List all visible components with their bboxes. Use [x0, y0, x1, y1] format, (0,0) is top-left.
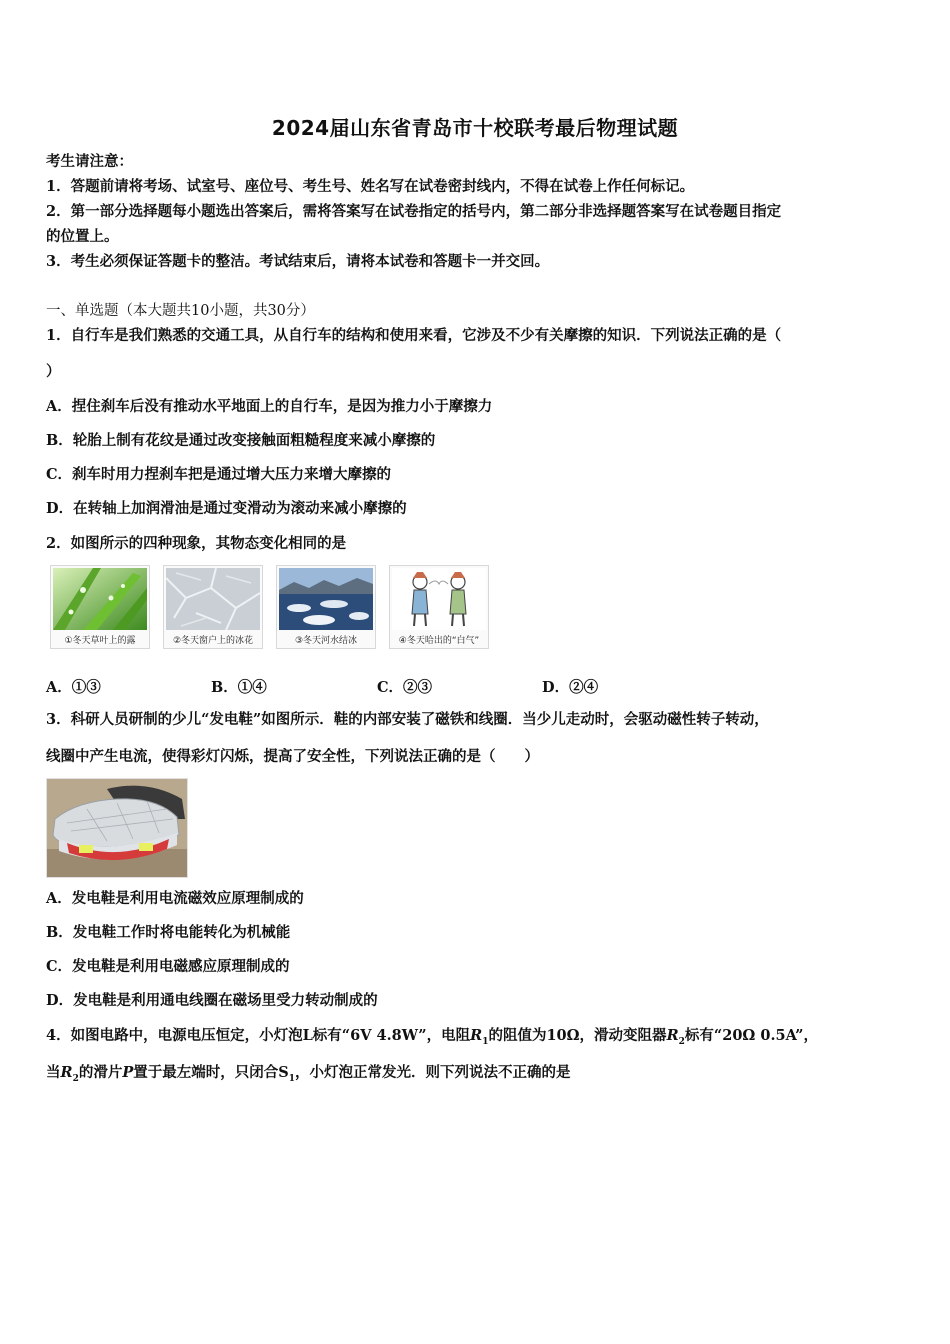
q1-stem: 1．自行车是我们熟悉的交通工具，从自行车的结构和使用来看，它涉及不少有关摩擦的知识．下列说法正确的是（	[46, 327, 782, 344]
q2-figure-row	[50, 565, 498, 649]
s1-subscript: 1	[288, 1073, 295, 1084]
breath-fog-image	[392, 568, 486, 630]
q3-stem: 3．科研人员研制的少儿“发电鞋”如图所示．鞋的内部安装了磁铁和线圈．当少儿走动时，会驱动磁性转子转动，	[46, 711, 769, 728]
q4-stem-cont	[46, 1063, 906, 1089]
figure-caption-4: ④冬天哈出的“白气”	[398, 636, 480, 646]
q2-option-d: D．②④	[542, 679, 599, 696]
q1-option-c: C．刹车时用力捏刹车把是通过增大压力来增大摩擦的	[46, 466, 392, 483]
q4-text-7: ，小灯泡正常发光．则下列说法不正确的是	[294, 1064, 571, 1081]
breath-fog-figure	[389, 565, 489, 649]
river-ice-figure	[276, 565, 376, 649]
q4-text-6: 置于最左端时，只闭合S	[133, 1064, 289, 1081]
q1-stem-cont: ）	[46, 363, 61, 380]
q4-text-4: 当	[46, 1064, 61, 1081]
power-shoe-image	[46, 778, 188, 878]
r1-subscript: 1	[482, 1036, 489, 1047]
q1-option-a: A．捏住刹车后没有推动水平地面上的自行车，是因为推力小于摩擦力	[46, 398, 493, 415]
frost-image	[166, 568, 260, 630]
notice-heading: 考生请注意：	[46, 153, 133, 170]
q1-option-d: D．在转轴上加润滑油是通过变滑动为滚动来减小摩擦的	[46, 500, 407, 517]
page-title: 2024届山东省青岛市十校联考最后物理试题	[271, 116, 679, 140]
notice-item-2: 2．第一部分选择题每小题选出答案后，需将答案写在试卷指定的括号内，第二部分非选择题答案写在试卷题目指定	[46, 203, 782, 220]
q3-option-a: A．发电鞋是利用电流磁效应原理制成的	[46, 890, 304, 907]
q4-text-1: 4．如图电路中，电源电压恒定，小灯泡L标有“6V 4.8W”，电阻	[46, 1027, 471, 1044]
section-heading: 一、单选题（本大题共10小题，共30分）	[46, 303, 315, 319]
q4-text-5: 的滑片	[78, 1064, 123, 1081]
figure-caption-3: ③冬天河水结冰	[294, 636, 358, 646]
q2-option-b: B．①④	[211, 679, 267, 696]
q2-option-a: A．①③	[46, 679, 101, 696]
q2-stem: 2．如图所示的四种现象，其物态变化相同的是	[46, 535, 347, 552]
q4-text-3: 标有“20Ω 0.5A”，	[684, 1027, 818, 1044]
q3-option-b: B．发电鞋工作时将电能转化为机械能	[46, 924, 291, 941]
r2-subscript: 2	[678, 1036, 685, 1047]
dew-on-grass-figure	[50, 565, 150, 649]
dew-image	[53, 568, 147, 630]
r2-subscript-2: 2	[72, 1073, 79, 1084]
notice-item-3: 3．考生必须保证答题卡的整洁。考试结束后，请将本试卷和答题卡一并交回。	[46, 253, 550, 270]
r2-symbol-2: R	[60, 1064, 73, 1081]
river-ice-image	[279, 568, 373, 630]
notice-item-1: 1．答题前请将考场、试室号、座位号、考生号、姓名写在试卷密封线内，不得在试卷上作任何标记。	[46, 178, 695, 195]
q3-stem-cont: 线圈中产生电流，使得彩灯闪烁，提高了安全性，下列说法正确的是（ ）	[46, 748, 539, 765]
q1-option-b: B．轮胎上制有花纹是通过改变接触面粗糙程度来减小摩擦的	[46, 432, 436, 449]
q4-text-2: 的阻值为10Ω，滑动变阻器	[488, 1027, 667, 1044]
figure-caption-2: ②冬天窗户上的冰花	[172, 636, 254, 646]
q4-stem	[46, 1026, 906, 1052]
q2-option-c: C．②③	[377, 679, 433, 696]
r1-symbol: R	[470, 1027, 483, 1044]
figure-caption-1: ①冬天草叶上的露	[64, 636, 136, 646]
q3-option-d: D．发电鞋是利用通电线圈在磁场里受力转动制成的	[46, 992, 378, 1009]
q3-option-c: C．发电鞋是利用电磁感应原理制成的	[46, 958, 290, 975]
slider-p-symbol: P	[122, 1064, 134, 1081]
r2-symbol: R	[666, 1027, 679, 1044]
notice-item-2-cont: 的位置上。	[46, 228, 119, 245]
window-frost-figure	[163, 565, 263, 649]
